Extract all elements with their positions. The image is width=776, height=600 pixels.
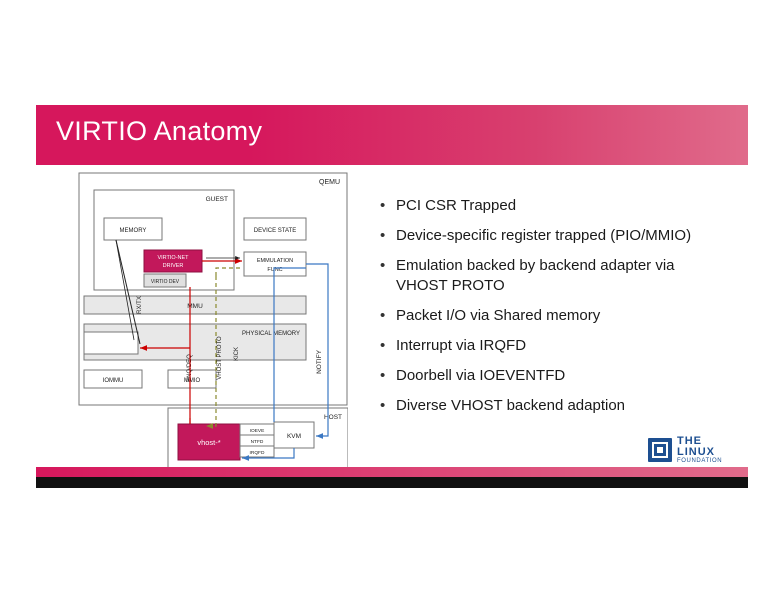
svg-text:MMU: MMU [187, 303, 203, 310]
virtio-anatomy-diagram [78, 172, 348, 472]
linux-foundation-mark-icon [648, 438, 672, 462]
svg-text:DEVICE STATE: DEVICE STATE [253, 228, 297, 234]
bullet-text: Device-specific register trapped (PIO/MMIO) [396, 227, 692, 244]
bullet-marker: • [380, 337, 386, 354]
bullet-marker: • [380, 367, 386, 384]
bullet-marker: • [380, 397, 386, 414]
bullet-marker: • [380, 307, 386, 324]
list-item [380, 366, 710, 386]
svg-text:HOST: HOST [323, 414, 342, 421]
svg-text:GUEST: GUEST [205, 196, 228, 203]
list-item [380, 396, 710, 416]
list-item [380, 256, 710, 296]
svg-text:NOTIFY: NOTIFY [316, 350, 323, 374]
svg-text:RX/TX: RX/TX [137, 296, 143, 314]
list-item [380, 306, 710, 326]
svg-text:QEMU: QEMU [319, 179, 340, 186]
page-title: VIRTIO Anatomy [56, 116, 263, 146]
svg-text:MMIO: MMIO [183, 378, 201, 384]
svg-text:EMMULATION: EMMULATION [256, 258, 294, 264]
logo-line-1: THE LINUX [676, 435, 715, 458]
svg-text:VIRTIO DEV: VIRTIO DEV [150, 279, 180, 285]
bullet-marker: • [380, 227, 386, 244]
logo-line-2: FOUNDATION [676, 458, 723, 464]
list-item [380, 336, 710, 356]
svg-text:ENQ/DEQ: ENQ/DEQ [187, 354, 193, 382]
svg-text:IOMMU: IOMMU [102, 378, 124, 384]
svg-text:IOEVE: IOEVE [249, 429, 265, 434]
list-item [380, 226, 710, 246]
svg-text:VHOST PROTO: VHOST PROTO [217, 336, 223, 380]
svg-text:KVM: KVM [286, 433, 302, 440]
bullet-text: Interrupt via IRQFD [396, 337, 527, 354]
svg-text:VIRTIO-NET: VIRTIO-NET [157, 255, 189, 261]
svg-text:IRQFD: IRQFD [249, 451, 265, 456]
svg-text:DRIVER: DRIVER [162, 263, 184, 269]
svg-text:MEMORY: MEMORY [119, 228, 147, 234]
linux-foundation-wordmark [677, 436, 744, 464]
svg-text:vhost-*: vhost-* [197, 438, 221, 447]
svg-text:KICK: KICK [234, 346, 240, 362]
bullet-marker: • [380, 257, 386, 274]
bullet-text: Doorbell via IOEVENTFD [396, 367, 566, 384]
linux-foundation-logo [648, 436, 744, 464]
list-item [380, 196, 710, 216]
svg-text:FUNC: FUNC [267, 267, 283, 273]
bullet-list [380, 196, 710, 426]
svg-text:PHYSICAL MEMORY: PHYSICAL MEMORY [241, 331, 300, 337]
footer-accent-bar [36, 467, 748, 477]
bullet-marker: • [380, 197, 386, 214]
bullet-text: Diverse VHOST backend adaption [396, 397, 626, 414]
bullet-text: PCI CSR Trapped [396, 197, 517, 214]
svg-text:NTFD: NTFD [250, 440, 264, 445]
footer-bar [36, 477, 748, 488]
bullet-text: Packet I/O via Shared memory [396, 307, 601, 324]
bullet-text: Emulation backed by backend adapter via VHOST PROTO [396, 257, 675, 294]
